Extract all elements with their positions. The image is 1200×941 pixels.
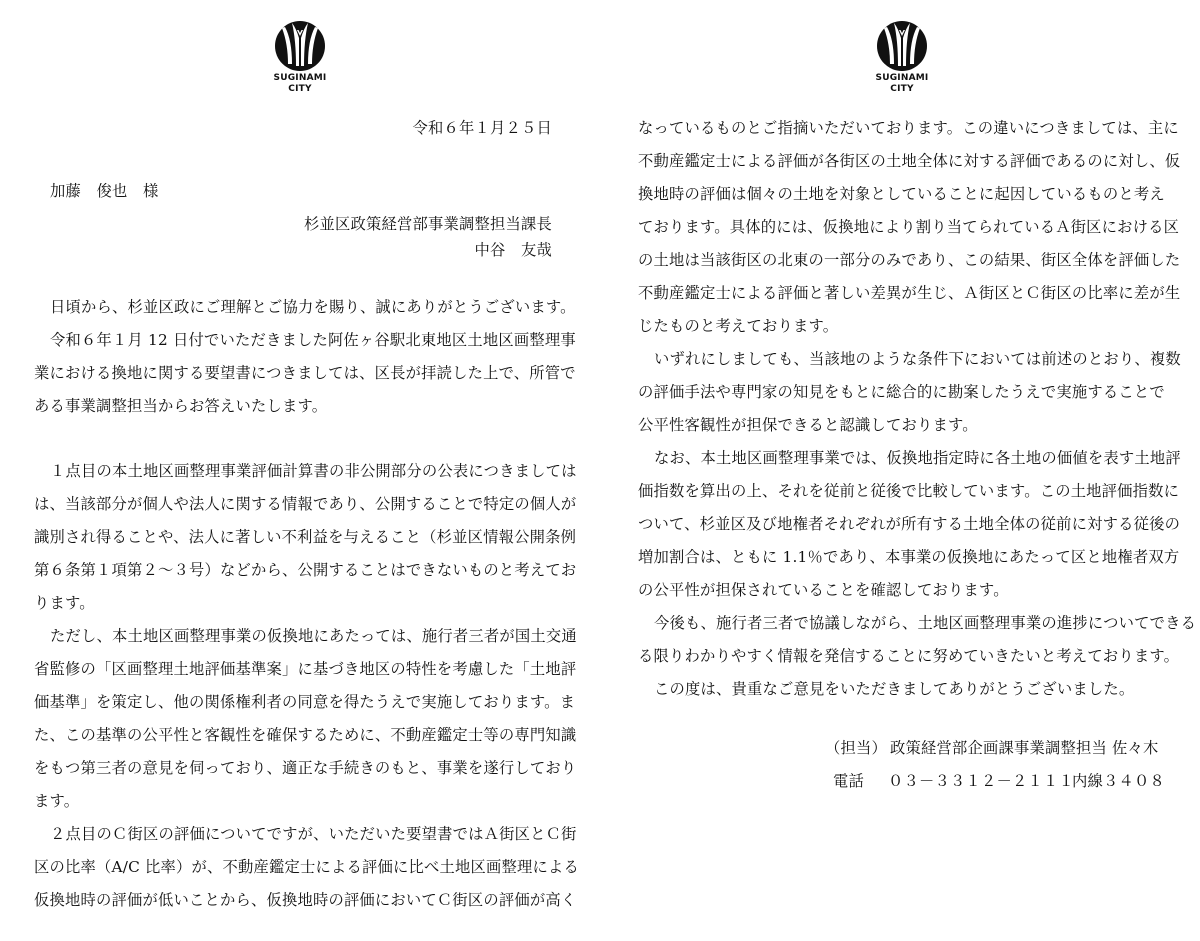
body-line: ます。 <box>34 792 80 810</box>
contact-person: 佐々木 <box>1112 739 1159 757</box>
body-line: ついて、杉並区及び地権者それぞれが所有する土地全体の従前に対する従後の <box>638 515 1181 533</box>
body-line: た、この基準の公平性と客観性を確保するために、不動産鑑定士等の専門知識 <box>34 726 577 744</box>
body-line: ております。具体的には、仮換地により割り当てられているＡ街区における区 <box>638 218 1180 236</box>
body-line: 価指数を算出の上、それを従前と従後で比較しています。この土地評価指数に <box>638 482 1180 500</box>
body-line: じたものと考えております。 <box>638 317 839 335</box>
logo-subword: CITY <box>890 84 914 94</box>
body-line: なお、本土地区画整理事業では、仮換地指定時に各土地の価値を表す土地評 <box>654 449 1181 467</box>
suginami-emblem-icon <box>876 20 928 72</box>
body-line: 省監修の「区画整理土地評価基準案」に基づき地区の特性を考慮した「土地評 <box>34 660 577 678</box>
body-line: いずれにしましても、当該地のような条件下においては前述のとおり、複数 <box>654 350 1181 368</box>
logo-wordmark: SUGINAMI <box>273 73 327 83</box>
body-line: ただし、本土地区画整理事業の仮換地にあたっては、施行者三者が国土交通 <box>50 627 577 645</box>
body-line: の評価手法や専門家の知見をもとに総合的に勘案したうえで実施することで <box>638 383 1165 401</box>
contact-label: （担当） <box>825 739 887 757</box>
logo-subword: CITY <box>288 84 312 94</box>
body-line: 日頃から、杉並区政にご理解とご協力を賜り、誠にありがとうございます。 <box>50 298 576 316</box>
body-line: 第６条第１項第２～３号）などから、公開することはできないものと考えてお <box>34 561 577 579</box>
body-line: ある事業調整担当からお答えいたします。 <box>34 397 328 415</box>
body-line: 今後も、施行者三者で協議しながら、土地区画整理事業の進捗についてできる <box>654 614 1197 632</box>
letter-date: 令和６年１月２５日 <box>412 119 552 137</box>
body-line: 識別され得ることや、法人に著しい不利益を与えること（杉並区情報公開条例 <box>34 528 577 546</box>
body-line: の公平性が担保されていることを確認しております。 <box>638 581 1009 599</box>
phone-extension: 内線３４０８ <box>1072 772 1165 790</box>
body-line: ります。 <box>34 594 95 612</box>
body-line: この度は、貴重なご意見をいただきましてありがとうございました。 <box>654 680 1135 698</box>
phone-label: 電話 <box>833 772 864 790</box>
contact-department: 政策経営部企画課事業調整担当 <box>890 739 1107 757</box>
body-line: 業における換地に関する要望書につきましては、区長が拝読した上で、所管で <box>34 364 576 382</box>
logo-wordmark: SUGINAMI <box>875 73 929 83</box>
sender-name: 中谷 友哉 <box>474 241 552 259</box>
body-line: の土地は当該街区の北東の一部分のみであり、この結果、街区全体を評価した <box>638 251 1181 269</box>
body-line: 公平性客観性が担保できると認識しております。 <box>638 416 978 434</box>
body-line: １点目の本土地区画整理事業評価計算書の非公開部分の公表につきましては <box>50 462 577 480</box>
sender-title: 杉並区政策経営部事業調整担当課長 <box>304 215 552 233</box>
body-line: ２点目のＣ街区の評価についてですが、いただいた要望書ではＡ街区とＣ街 <box>50 825 577 843</box>
body-line: 令和６年１月 12 日付でいただきました阿佐ヶ谷駅北東地区土地区画整理事 <box>50 331 576 349</box>
body-line: 不動産鑑定士による評価と著しい差異が生じ、Ａ街区とＣ街区の比率に差が生 <box>638 284 1181 302</box>
body-line: 区の比率（A/C 比率）が、不動産鑑定士による評価に比べ土地区画整理による <box>34 858 579 876</box>
body-line: をもつ第三者の意見を伺っており、適正な手続きのもと、事業を遂行しており <box>34 759 577 777</box>
phone-number: ０３－３３１２－２１１１ <box>888 772 1074 790</box>
body-line: 増加割合は、ともに 1.1％であり、本事業の仮換地にあたって区と地権者双方 <box>638 548 1180 566</box>
city-logo <box>270 20 330 94</box>
body-line: 仮換地時の評価が低いことから、仮換地時の評価においてＣ街区の評価が高く <box>34 891 577 909</box>
letter-page-2 <box>600 0 1200 941</box>
recipient-name: 加藤 俊也 様 <box>50 182 159 200</box>
city-logo <box>872 20 932 94</box>
body-line: は、当該部分が個人や法人に関する情報であり、公開することで特定の個人が <box>34 495 577 513</box>
body-line: る限りわかりやすく情報を発信することに努めていきたいと考えております。 <box>638 647 1180 665</box>
body-line: 換地時の評価は個々の土地を対象としていることに起因しているものと考え <box>638 185 1165 203</box>
body-line: 不動産鑑定士による評価が各街区の土地全体に対する評価であるのに対し、仮 <box>638 152 1181 170</box>
suginami-emblem-icon <box>274 20 326 72</box>
body-line: なっているものとご指摘いただいております。この違いにつきましては、主に <box>638 119 1179 137</box>
body-line: 価基準」を策定し、他の関係権利者の同意を得たうえで実施しております。ま <box>34 693 576 711</box>
